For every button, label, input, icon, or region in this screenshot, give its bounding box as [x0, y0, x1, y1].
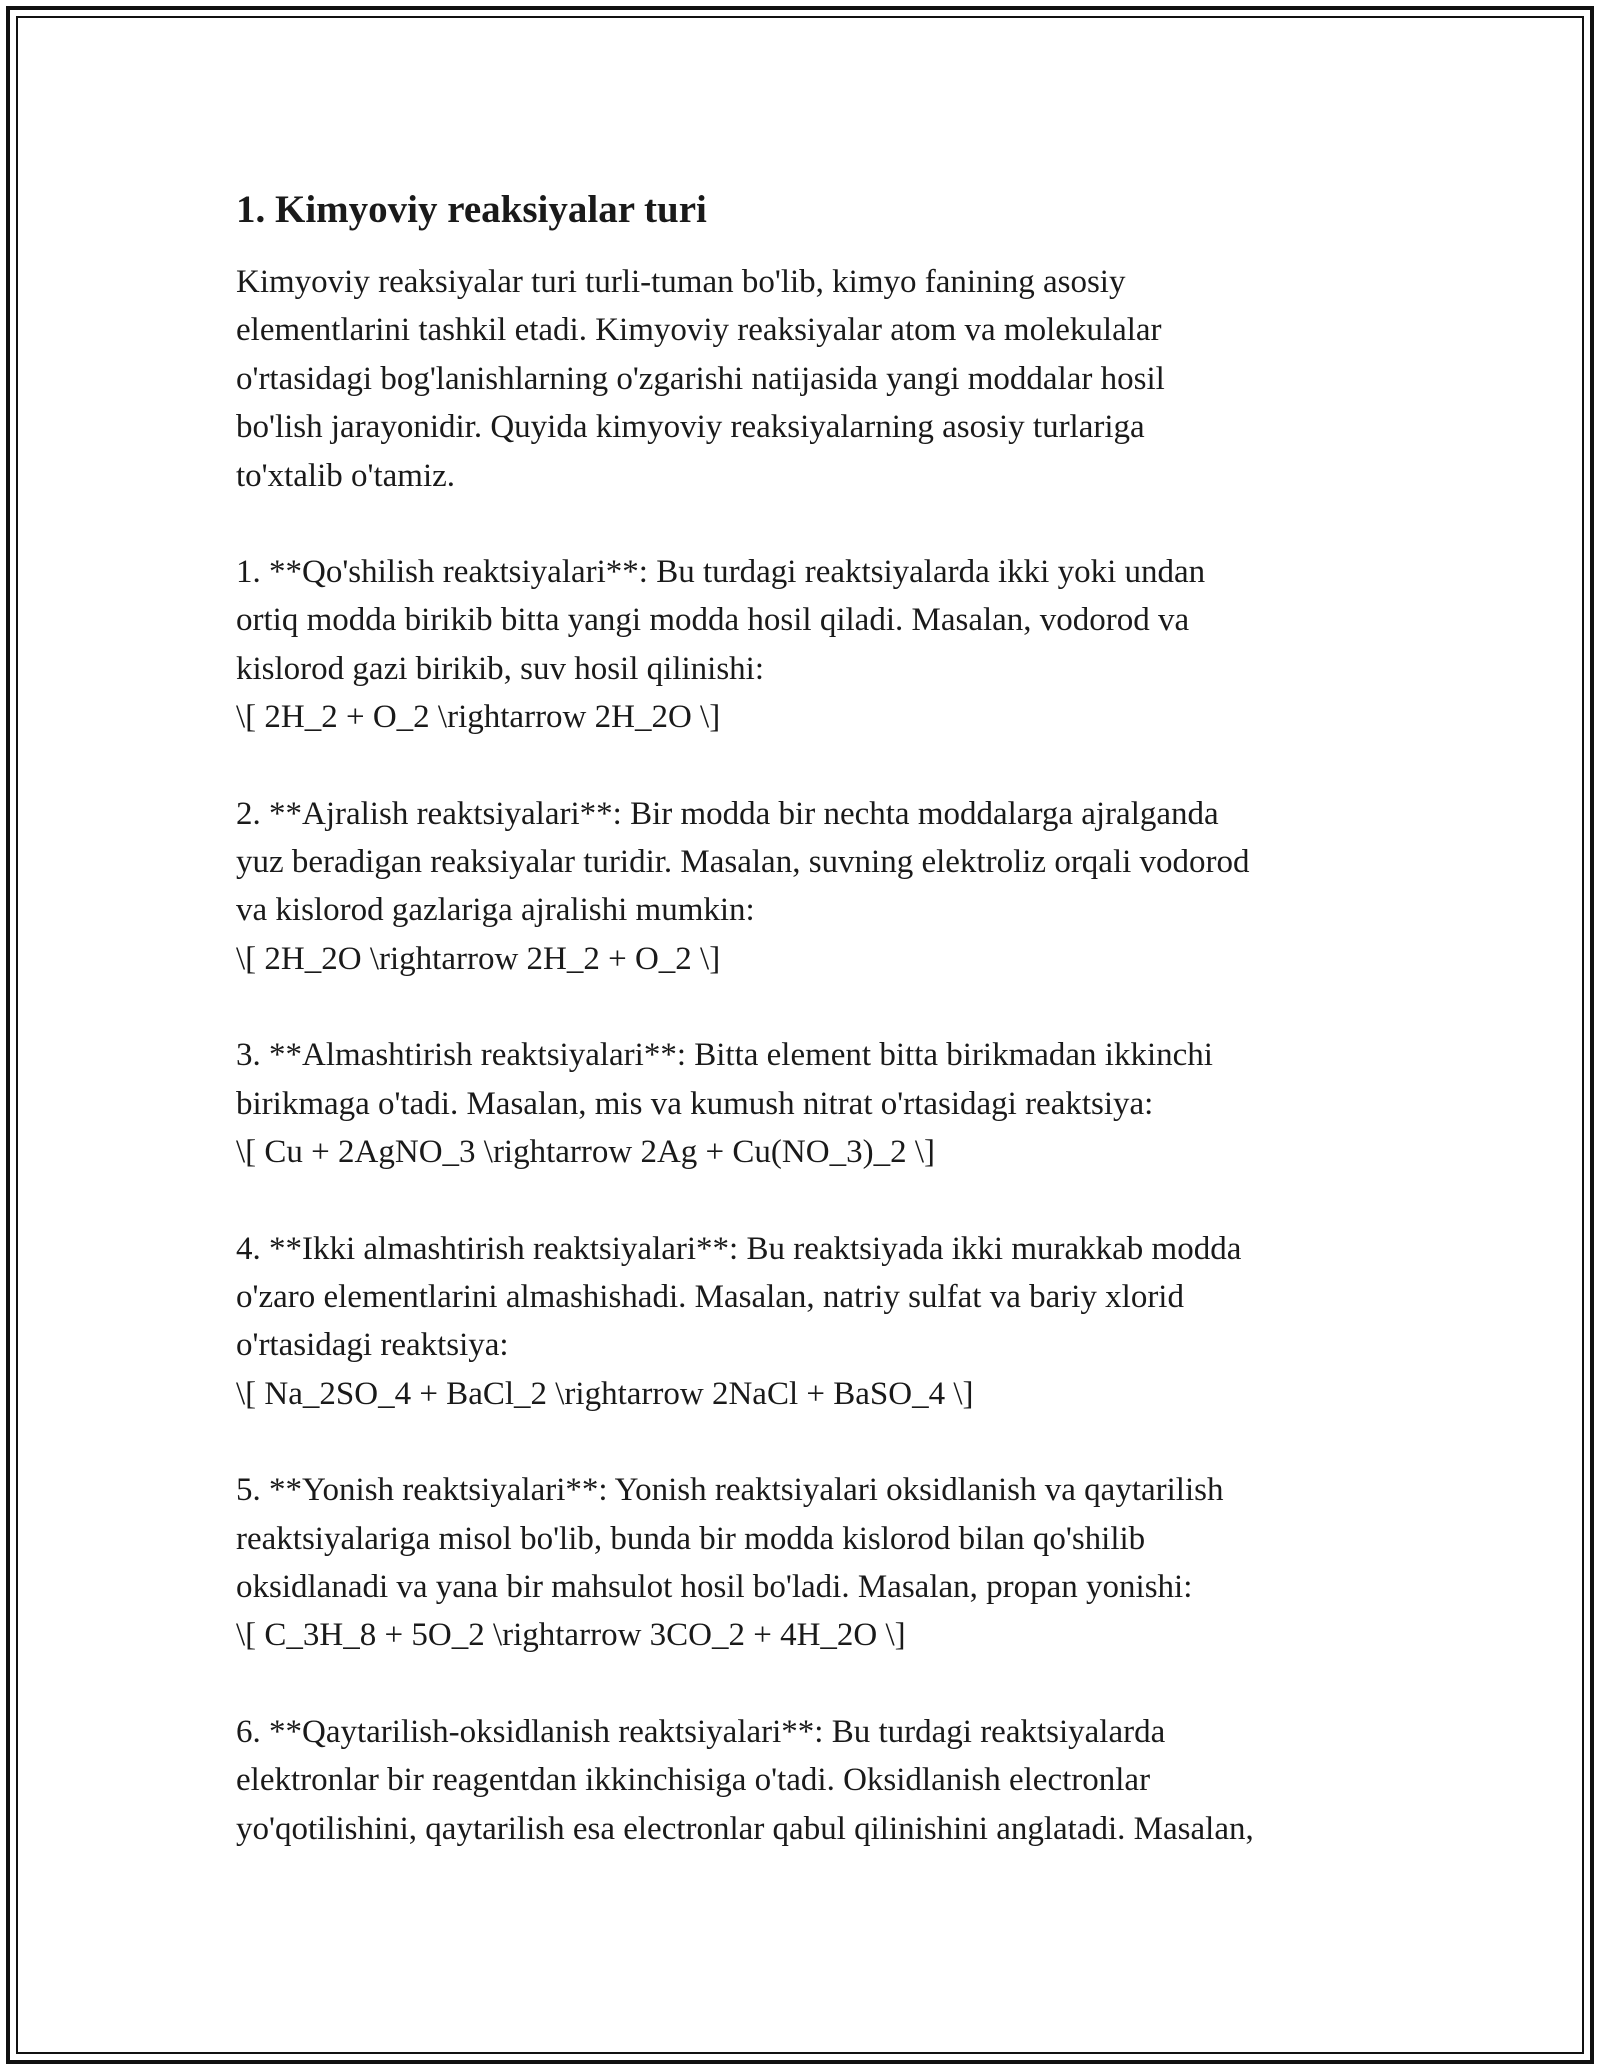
section-paragraph-combustion: [236, 1466, 1386, 1660]
text-line: 2. **Ajralish reaktsiyalari**: Bir modda bir nechta moddalarga ajralganda: [236, 795, 1219, 832]
text-line: bo'lish jarayonidir. Quyida kimyoviy reaksiyalarning asosiy turlariga: [236, 409, 1145, 446]
equation-line: \[ 2H_2 + O_2 \rightarrow 2H_2O \]: [236, 699, 721, 736]
text-line: 5. **Yonish reaktsiyalari**: Yonish reaktsiyalari oksidlanish va qaytarilish: [236, 1472, 1224, 1509]
section-paragraph-combination: [236, 548, 1386, 742]
section-paragraph-redox: [236, 1708, 1386, 1853]
text-line: 4. **Ikki almashtirish reaktsiyalari**: Bu reaktsiyada ikki murakkab modda: [236, 1230, 1242, 1267]
text-line: o'rtasidagi bog'lanishlarning o'zgarishi natijasida yangi moddalar hosil: [236, 360, 1165, 397]
text-line: reaktsiyalariga misol bo'lib, bunda bir modda kislorod bilan qo'shilib: [236, 1520, 1146, 1557]
text-line: o'rtasidagi reaktsiya:: [236, 1327, 509, 1364]
document-title: 1. Kimyoviy reaksiyalar turi: [236, 188, 707, 231]
intro-paragraph: [236, 258, 1386, 500]
text-line: yo'qotilishini, qaytarilish esa electronlar qabul qilinishini anglatadi. Masalan,: [236, 1810, 1254, 1847]
text-line: Kimyoviy reaksiyalar turi turli-tuman bo'lib, kimyo fanining asosiy: [236, 264, 1126, 300]
section-paragraph-substitution: [236, 1031, 1386, 1176]
equation-line: \[ Cu + 2AgNO_3 \rightarrow 2Ag + Cu(NO_3)_2 \]: [236, 1134, 935, 1171]
text-line: elementlarini tashkil etadi. Kimyoviy reaksiyalar atom va molekulalar: [236, 312, 1162, 349]
text-line: 3. **Almashtirish reaktsiyalari**: Bitta element bitta birikmadan ikkinchi: [236, 1037, 1213, 1074]
document-body: [236, 186, 1386, 1853]
equation-line: \[ C_3H_8 + 5O_2 \rightarrow 3CO_2 + 4H_2O \]: [236, 1617, 906, 1654]
text-line: va kislorod gazlariga ajralishi mumkin:: [236, 892, 755, 929]
text-line: elektronlar bir reagentdan ikkinchisiga o'tadi. Oksidlanish electronlar: [236, 1762, 1151, 1799]
equation-line: \[ 2H_2O \rightarrow 2H_2 + O_2 \]: [236, 940, 721, 977]
text-line: 6. **Qaytarilish-oksidlanish reaktsiyalari**: Bu turdagi reaktsiyalarda: [236, 1713, 1166, 1750]
section-paragraph-double-exchange: [236, 1225, 1386, 1419]
section-paragraph-decomposition: [236, 790, 1386, 984]
text-line: oksidlanadi va yana bir mahsulot hosil bo'ladi. Masalan, propan yonishi:: [236, 1568, 1193, 1605]
text-line: kislorod gazi birikib, suv hosil qilinishi:: [236, 650, 764, 687]
text-line: o'zaro elementlarini almashishadi. Masalan, natriy sulfat va bariy xlorid: [236, 1278, 1184, 1315]
text-line: to'xtalib o'tamiz.: [236, 457, 456, 494]
text-line: 1. **Qo'shilish reaktsiyalari**: Bu turdagi reaktsiyalarda ikki yoki undan: [236, 554, 1206, 591]
text-line: ortiq modda birikib bitta yangi modda hosil qiladi. Masalan, vodorod va: [236, 602, 1190, 639]
text-line: birikmaga o'tadi. Masalan, mis va kumush nitrat o'rtasidagi reaktsiya:: [236, 1085, 1154, 1122]
text-line: yuz beradigan reaksiyalar turidir. Masalan, suvning elektroliz orqali vodorod: [236, 844, 1250, 881]
equation-line: \[ Na_2SO_4 + BaCl_2 \rightarrow 2NaCl + BaSO_4 \]: [236, 1375, 974, 1412]
